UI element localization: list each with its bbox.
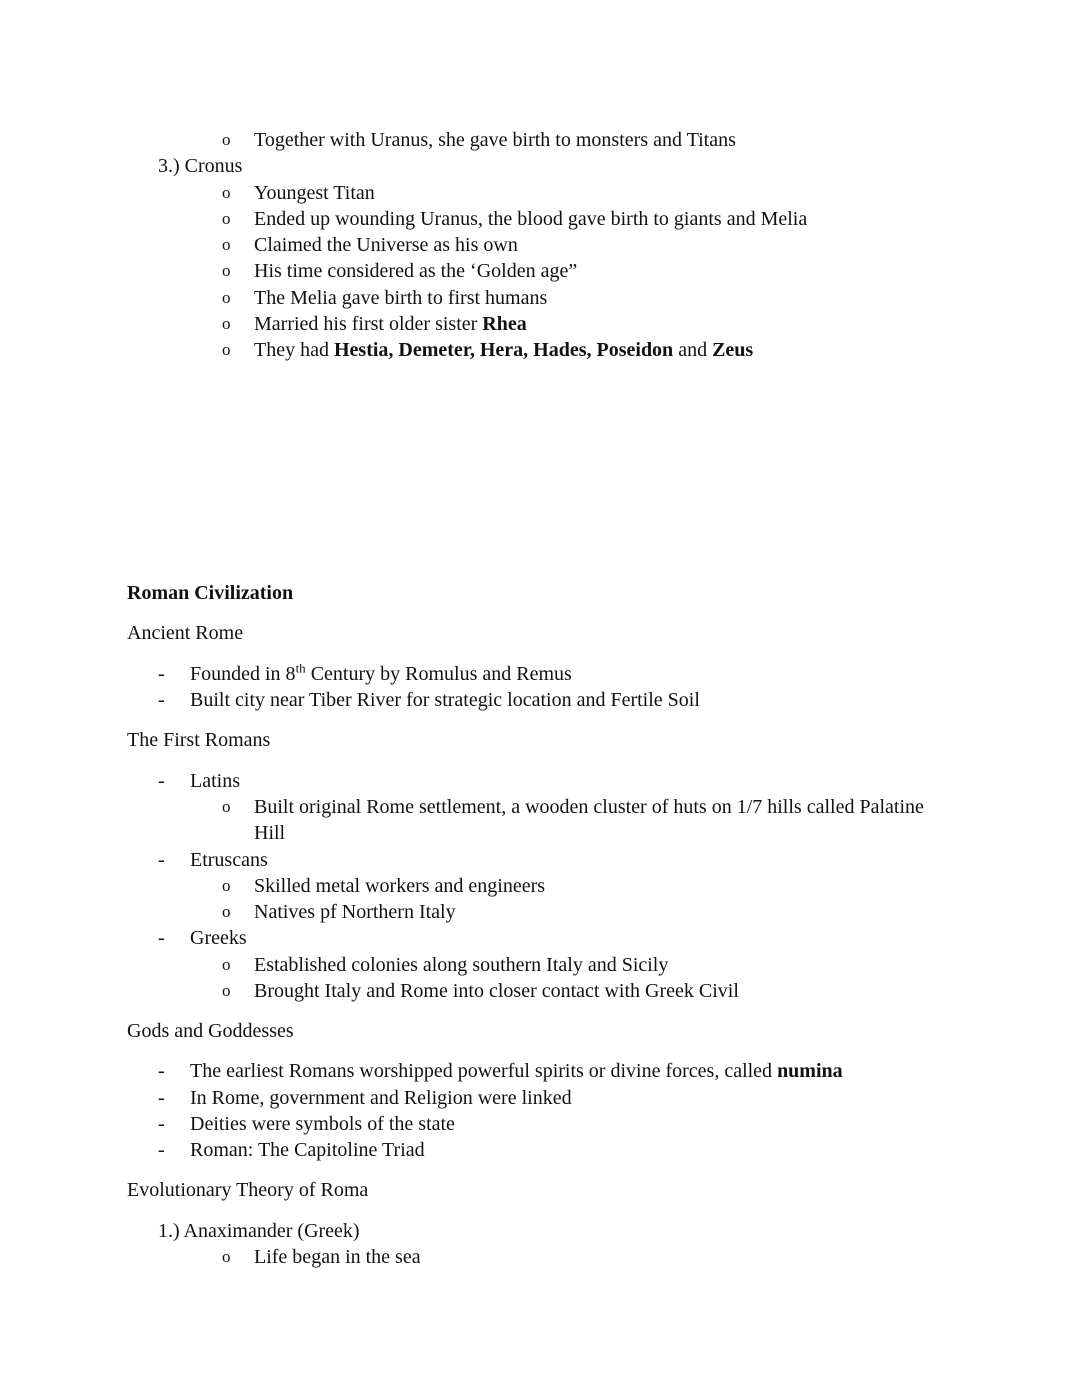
latins-label: Latins — [190, 770, 240, 792]
bullet-dash: - — [158, 849, 165, 871]
heading-evolutionary-theory: Evolutionary Theory of Roma — [127, 1179, 369, 1201]
etruscans-label: Etruscans — [190, 849, 268, 871]
bullet-circle: o — [222, 981, 231, 1000]
bullet-circle: o — [222, 797, 231, 816]
bullet-circle: o — [222, 340, 231, 359]
bullet-dash: - — [158, 1087, 165, 1109]
numina-term: numina — [777, 1060, 843, 1082]
section-title: Roman Civilization — [127, 582, 294, 604]
bullet-circle: o — [222, 288, 231, 307]
anaximander-heading: 1.) Anaximander (Greek) — [158, 1220, 360, 1242]
bullet-dash: - — [158, 770, 165, 792]
rhea-name: Rhea — [482, 313, 527, 335]
gods-note: In Rome, government and Religion were linked — [190, 1087, 572, 1109]
gods-note: Deities were symbols of the state — [190, 1113, 455, 1135]
bullet-circle: o — [222, 1247, 231, 1266]
numina-note — [190, 1058, 843, 1084]
founded-text: Founded in 8 — [190, 663, 296, 685]
cronus-children-note — [254, 337, 753, 363]
cronus-heading: 3.) Cronus — [158, 155, 243, 177]
cronus-married-note — [254, 311, 527, 337]
bullet-circle: o — [222, 955, 231, 974]
greeks-note: Brought Italy and Rome into closer contact with Greek Civil — [254, 980, 739, 1002]
bullet-circle: o — [222, 261, 231, 280]
heading-first-romans: The First Romans — [127, 729, 271, 751]
bullet-dash: - — [158, 1139, 165, 1161]
rhea-note: Together with Uranus, she gave birth to monsters and Titans — [254, 129, 736, 151]
bullet-circle: o — [222, 876, 231, 895]
latins-note-continued: Hill — [254, 822, 286, 844]
bullet-circle: o — [222, 209, 231, 228]
etruscans-note: Skilled metal workers and engineers — [254, 875, 546, 897]
bullet-dash: - — [158, 927, 165, 949]
bullet-dash: - — [158, 689, 165, 711]
founded-superscript: th — [295, 660, 306, 676]
founded-note — [190, 661, 572, 687]
founded-rest: Century by Romulus and Remus — [305, 663, 572, 685]
cronus-note: Claimed the Universe as his own — [254, 234, 518, 256]
etruscans-note: Natives pf Northern Italy — [254, 901, 456, 923]
children-names: Hestia, Demeter, Hera, Hades, Poseidon — [333, 339, 674, 361]
heading-ancient-rome: Ancient Rome — [127, 622, 244, 644]
bullet-circle: o — [222, 130, 231, 149]
bullet-dash: - — [158, 1113, 165, 1135]
built-note: Built city near Tiber River for strategic location and Fertile Soil — [190, 689, 700, 711]
bullet-dash: - — [158, 663, 165, 685]
cronus-note: His time considered as the ‘Golden age” — [254, 260, 578, 282]
heading-gods: Gods and Goddesses — [127, 1020, 294, 1042]
greeks-note: Established colonies along southern Italy and Sicily — [254, 954, 669, 976]
bullet-circle: o — [222, 314, 231, 333]
bullet-circle: o — [222, 183, 231, 202]
greeks-label: Greeks — [190, 927, 247, 949]
bullet-circle: o — [222, 235, 231, 254]
latins-note: Built original Rome settlement, a wooden cluster of huts on 1/7 hills called Palatine — [254, 796, 924, 818]
bullet-dash: - — [158, 1060, 165, 1082]
married-text: Married his first older sister — [254, 313, 483, 335]
cronus-note: The Melia gave birth to first humans — [254, 287, 548, 309]
numina-text: The earliest Romans worshipped powerful spirits or divine forces, called — [190, 1060, 778, 1082]
cronus-note: Ended up wounding Uranus, the blood gave birth to giants and Melia — [254, 208, 808, 230]
zeus-name: Zeus — [712, 339, 754, 361]
gods-note: Roman: The Capitoline Triad — [190, 1139, 425, 1161]
children-and: and — [673, 339, 713, 361]
cronus-note: Youngest Titan — [254, 182, 375, 204]
anaximander-note: Life began in the sea — [254, 1246, 421, 1268]
bullet-circle: o — [222, 902, 231, 921]
children-text: They had — [254, 339, 334, 361]
